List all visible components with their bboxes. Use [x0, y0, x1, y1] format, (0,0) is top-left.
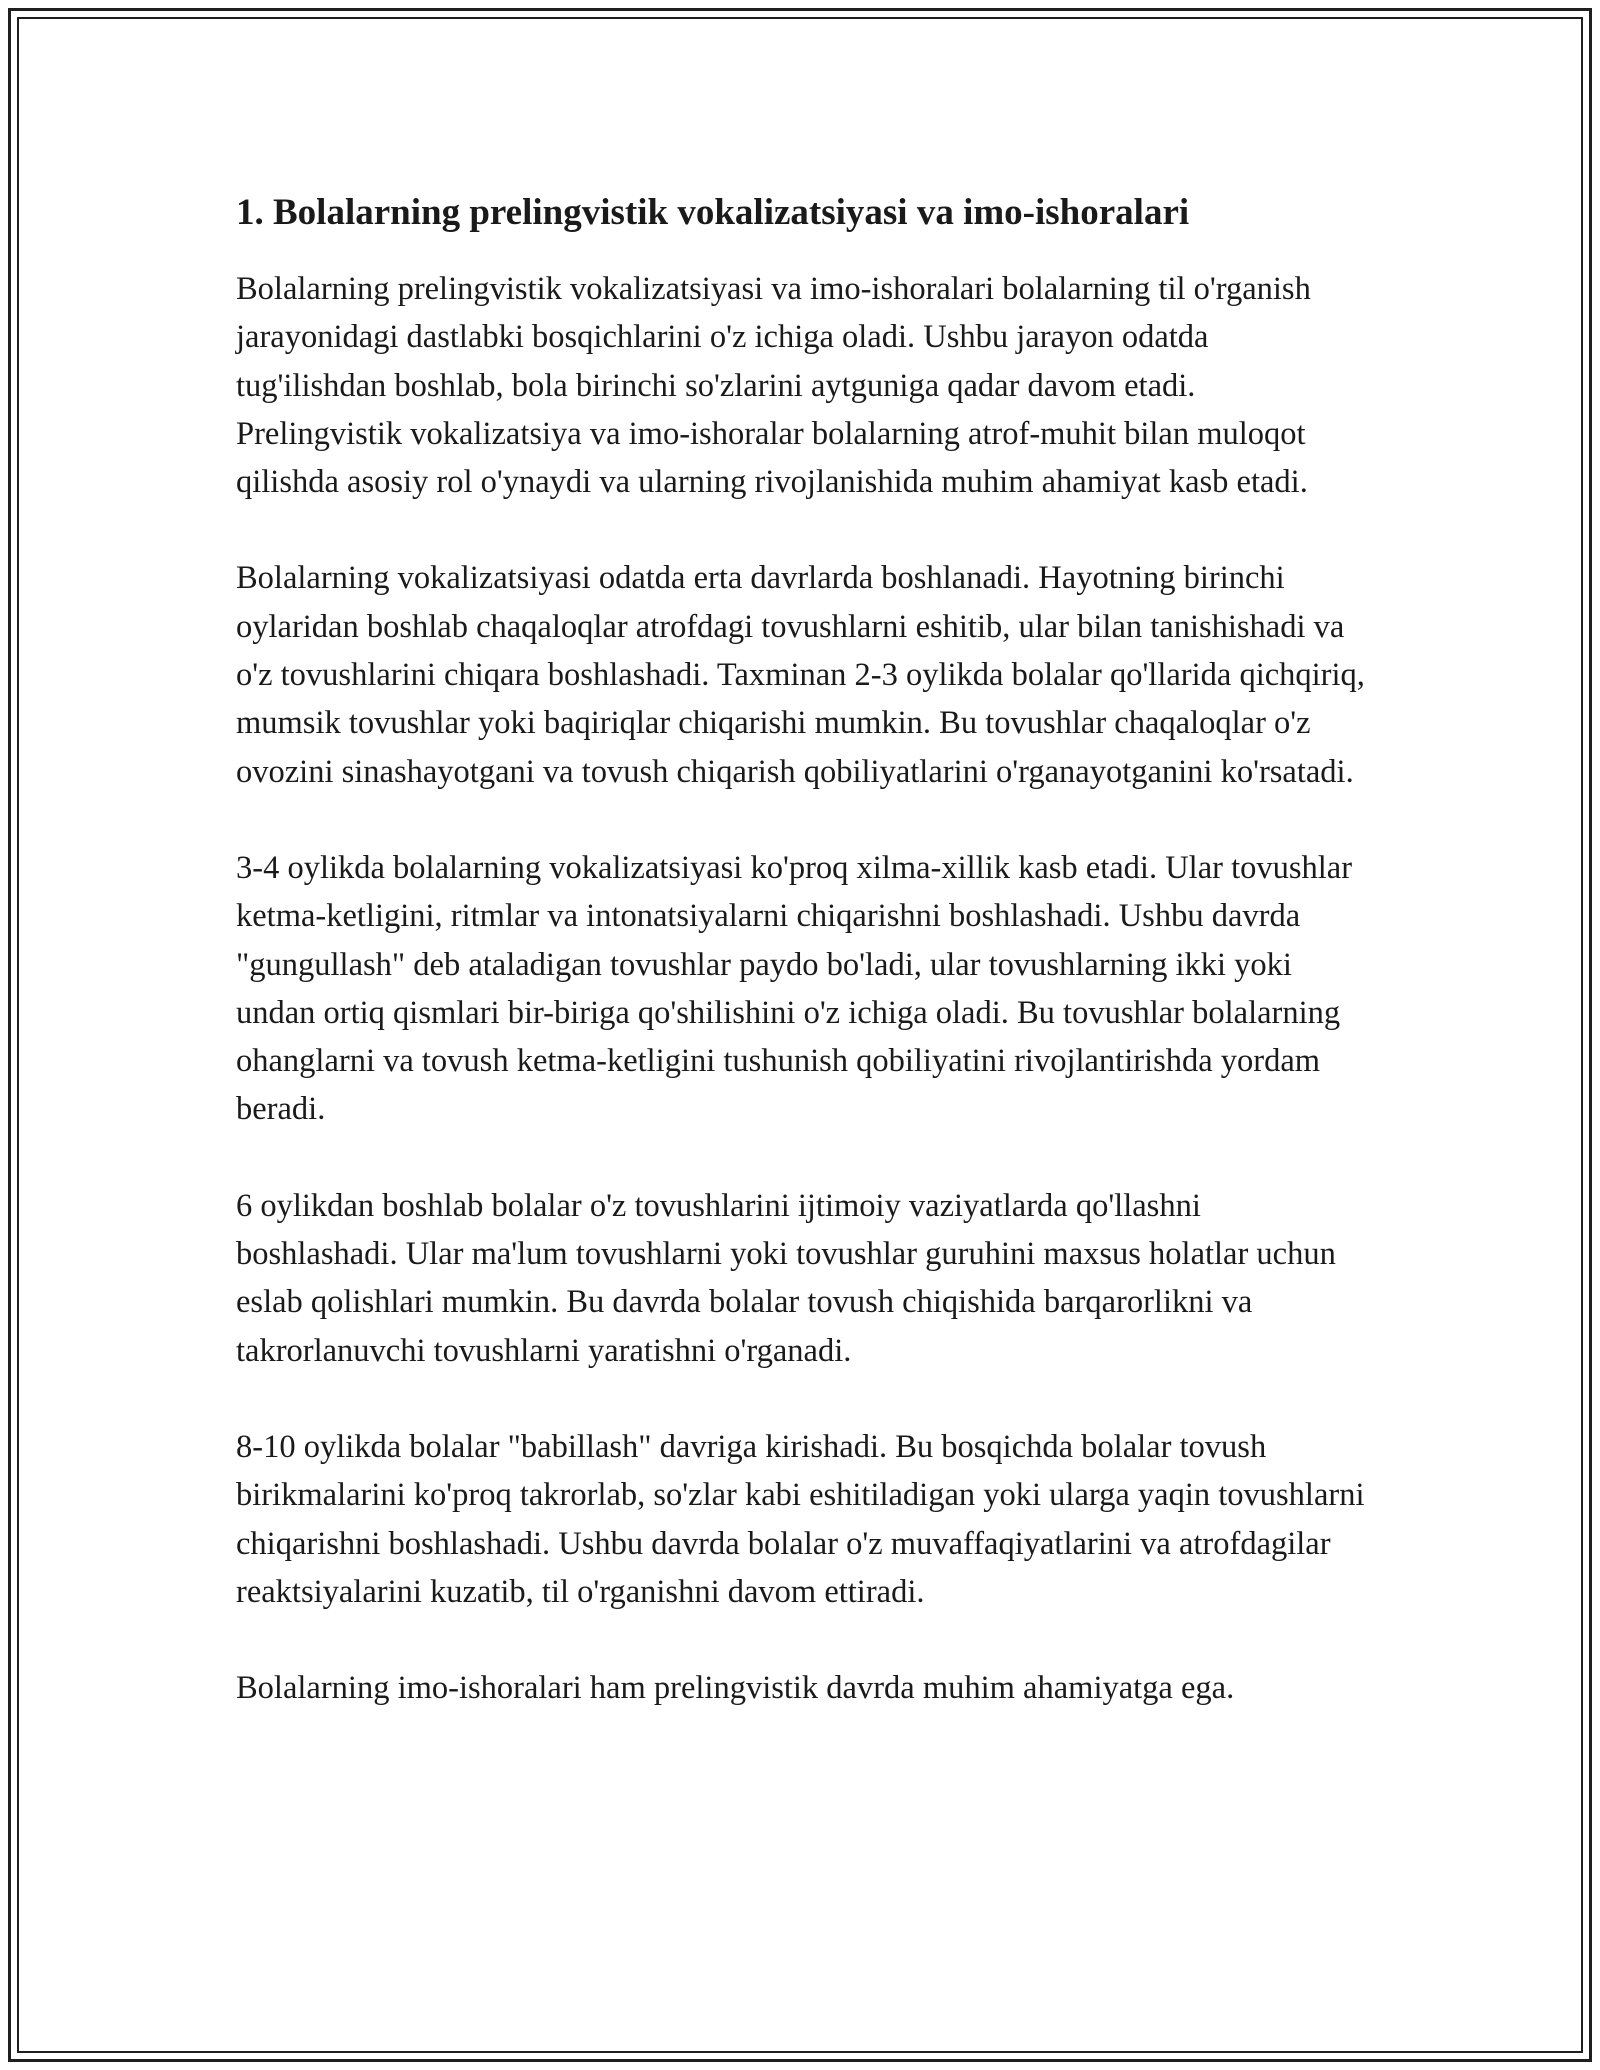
- paragraph-babbling: 8-10 oylikda bolalar "babillash" davriga kirishadi. Bu bosqichda bolalar tovush birikmalarini ko'proq takrorlab, so'zlar kabi eshitiladigan yoki ularga yaqin tovushlarni chiqarishni boshlashadi. Ushbu davrda bolalar o'z muvaffaqiyatlarini va atrofdagilar reaktsiyalarini kuzatib, til o'rganishni davom ettiradi.: [236, 1428, 1365, 1610]
- paragraph-social-sounds: 6 oylikdan boshlab bolalar o'z tovushlarini ijtimoiy vaziyatlarda qo'llashni boshlashadi. Ular ma'lum tovushlarni yoki tovushlar guruhini maxsus holatlar uchun eslab qolishlari mumkin. Bu davrda bolalar tovush chiqishida barqarorlikni va takrorlanuvchi tovushlarni yaratishni o'rganadi.: [236, 1187, 1336, 1369]
- paragraph-cooing: 3-4 oylikda bolalarning vokalizatsiyasi ko'proq xilma-xillik kasb etadi. Ular tovushlar ketma-ketligini, ritmlar va intonatsiyalarni chiqarishni boshlashadi. Ushbu davrda "gungullash" deb ataladigan tovushlar paydo bo'ladi, ular tovushlarning ikki yoki undan ortiq qismlari bir-biriga qo'shilishini o'z ichiga oladi. Bu tovushlar bolalarning ohanglarni va tovush ketma-ketligini tushunish qobiliyatini rivojlantirishda yordam beradi.: [236, 849, 1353, 1128]
- paragraph-early-vocalization: Bolalarning vokalizatsiyasi odatda erta davrlarda boshlanadi. Hayotning birinchi oylaridan boshlab chaqaloqlar atrofdagi tovushlarni eshitib, ular bilan tanishishadi va o'z tovushlarini chiqara boshlashadi. Taxminan 2-3 oylikda bolalar qo'llarida qichqiriq, mumsik tovushlar yoki baqiriqlar chiqarishi mumkin. Bu tovushlar chaqaloqlar o'z ovozini sinashayotgani va tovush chiqarish qobiliyatlarini o'rganayotganini ko'rsatadi.: [236, 560, 1365, 790]
- section-heading: 1. Bolalarning prelingvistik vokalizatsiyasi va imo-ishoralari: [236, 192, 1190, 233]
- document-body: [236, 185, 1366, 1760]
- paragraph-intro: Bolalarning prelingvistik vokalizatsiyasi va imo-ishoralari bolalarning til o'rganish jarayonidagi dastlabki bosqichlarini o'z ichiga oladi. Ushbu jarayon odatda tug'ilishdan boshlab, bola birinchi so'zlarini aytguniga qadar davom etadi. Prelingvistik vokalizatsiya va imo-ishoralar bolalarning atrof-muhit bilan muloqot qilishda asosiy rol o'ynaydi va ularning rivojlanishida muhim ahamiyat kasb etadi.: [236, 271, 1311, 501]
- paragraph-gestures: Bolalarning imo-ishoralari ham prelingvistik davrda muhim ahamiyatga ega.: [236, 1670, 1235, 1707]
